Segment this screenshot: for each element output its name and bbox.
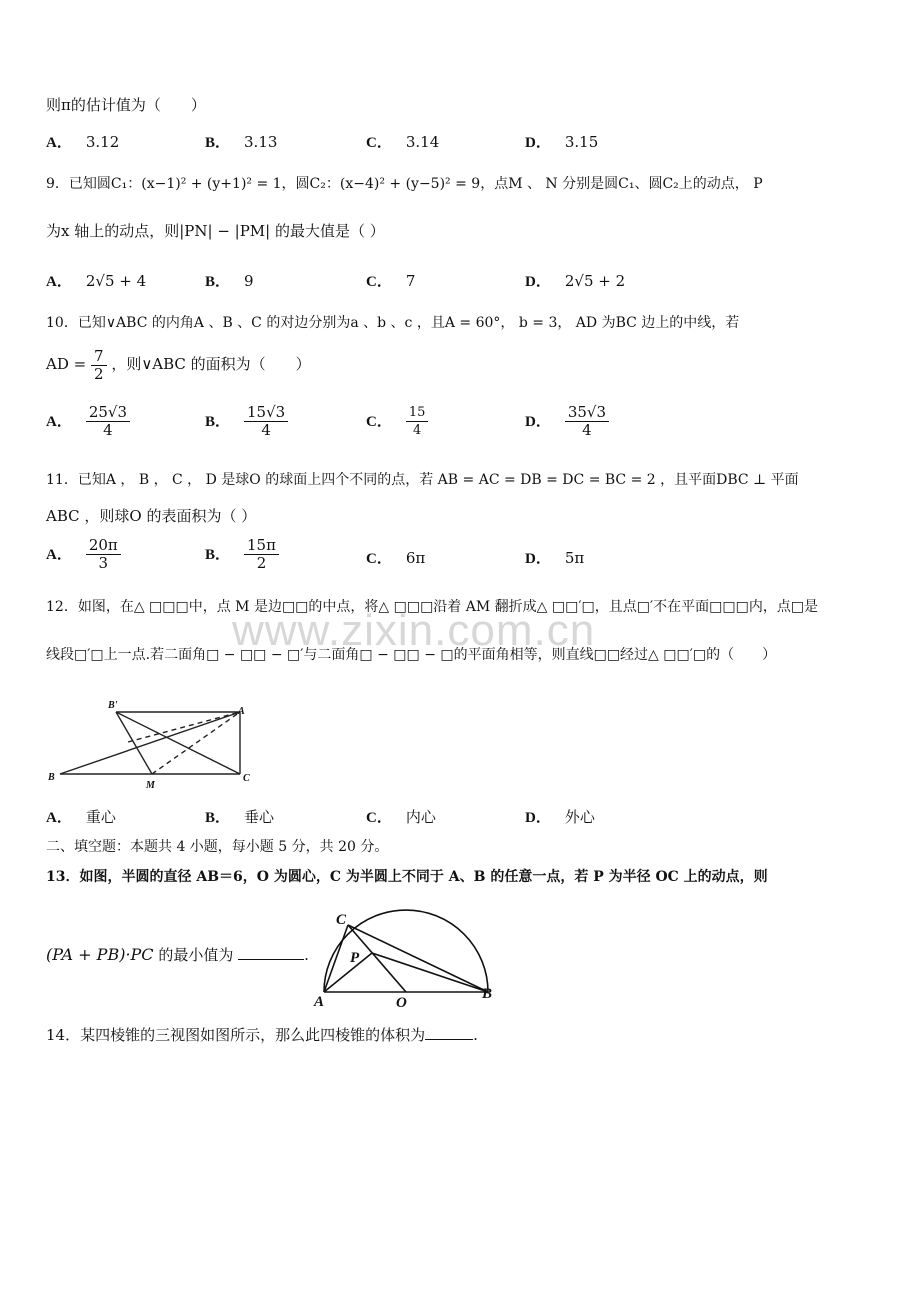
q12-option-c: C． 内心 <box>366 808 436 826</box>
q13-line2: (PA + PB)·PC 的最小值为 . <box>46 945 309 964</box>
label-a: A <box>314 994 325 1010</box>
q10-option-d: D． $\frac{35√3}{4}$ <box>525 404 609 439</box>
q10-line1: 10．已知∨ABC 的内角A 、B 、C 的对边分别为a 、b 、c ，且A = 60°， b = 3， AD 为BC 边上的中线，若 <box>46 315 740 331</box>
edge-m-a-dashed <box>152 712 240 774</box>
label-p: P <box>350 950 360 966</box>
q13-vector-expression: (PA + PB)·PC <box>46 945 154 964</box>
q12-line2: 线段□′□上一点.若二面角□ − □□ − □′与二面角□ − □□ − □的平面角相等，则直线□□经过△ □□′□的（ ） <box>46 647 777 663</box>
q10-option-c: C． $\frac{15}{4}$ <box>366 404 428 439</box>
q9-option-c: C． 7 <box>366 272 416 290</box>
q12-option-b: B． 垂心 <box>205 808 275 826</box>
edge-b-a <box>60 712 240 774</box>
label-b-prime: B' <box>108 700 118 711</box>
q12-figure <box>40 694 270 794</box>
label-c: C <box>336 912 347 928</box>
label-b: B <box>48 772 55 783</box>
q11-option-b: B． $\frac{15\pi}{2}$ <box>205 537 279 572</box>
segment-c-b <box>348 925 488 992</box>
q11-option-d: D． 5π <box>525 549 585 567</box>
q11-option-a: A． $\frac{20\pi}{3}$ <box>46 537 121 572</box>
q9-option-d: D． 2√5 + 2 <box>525 272 626 290</box>
q11-line2: ABC ，则球O 的表面积为（ ） <box>46 507 257 525</box>
q10-option-b: B． $\frac{15√3}{4}$ <box>205 404 288 439</box>
q8-option-b: B． 3.13 <box>205 133 278 151</box>
q12-option-d: D． 外心 <box>525 808 595 826</box>
q9-option-a: A． 2√5 + 4 <box>46 272 147 290</box>
q11-option-c: C． 6π <box>366 549 426 567</box>
q8-option-c: C． 3.14 <box>366 133 440 151</box>
q9-line1: 9．已知圆C₁：(x−1)² + (y+1)² = 1，圆C₂：(x−4)² + (y−5)² = 9，点M 、 N 分别是圆C₁、圆C₂上的动点， P <box>46 176 763 192</box>
q10-line2: AD = $\frac{7}{2}$ ，则∨ABC 的面积为（ ） <box>46 346 311 383</box>
q8-option-a: A． 3.12 <box>46 133 120 151</box>
watermark: www.zixin.com.cn <box>232 606 596 655</box>
label-m: M <box>146 780 155 791</box>
section-heading: 二、填空题：本题共 4 小题，每小题 5 分，共 20 分。 <box>46 839 389 855</box>
q13-figure <box>310 900 510 1010</box>
q9-option-b: B． 9 <box>205 272 254 290</box>
label-c: C <box>243 773 250 784</box>
q11-line1: 11．已知A ， B ， C ， D 是球O 的球面上四个不同的点，若 AB = AC = DB = DC = BC = 2 ，且平面DBC ⊥ 平面 <box>46 472 799 488</box>
q13-line1: 13．如图，半圆的直径 AB＝6，O 为圆心，C 为半圆上不同于 A、B 的任意一点，若 P 为半径 OC 上的动点，则 <box>46 869 768 885</box>
q8-option-d: D． 3.15 <box>525 133 599 151</box>
label-b: B <box>482 986 493 1002</box>
q14-line: 14．某四棱锥的三视图如图所示，那么此四棱锥的体积为 . <box>46 1026 478 1044</box>
q10-ad-fraction: $\frac{7}{2}$ <box>91 348 107 383</box>
q10-option-a: A． $\frac{25√3}{4}$ <box>46 404 130 439</box>
q9-line2: 为x 轴上的动点，则|PN| − |PM| 的最大值是（ ） <box>46 222 385 240</box>
label-o: O <box>396 995 407 1010</box>
q12-option-a: A． 重心 <box>46 808 116 826</box>
label-a: A <box>238 706 245 717</box>
q13-answer-blank <box>238 959 304 960</box>
q12-line1: 12．如图，在△ □□□中，点 M 是边□□的中点，将△ □□□沿着 AM 翻折成△ □□′□，且点□′不在平面□□□内，点□是 <box>46 599 819 615</box>
q14-answer-blank <box>425 1039 473 1040</box>
q8-stem: 则π的估计值为（ ） <box>46 96 206 114</box>
